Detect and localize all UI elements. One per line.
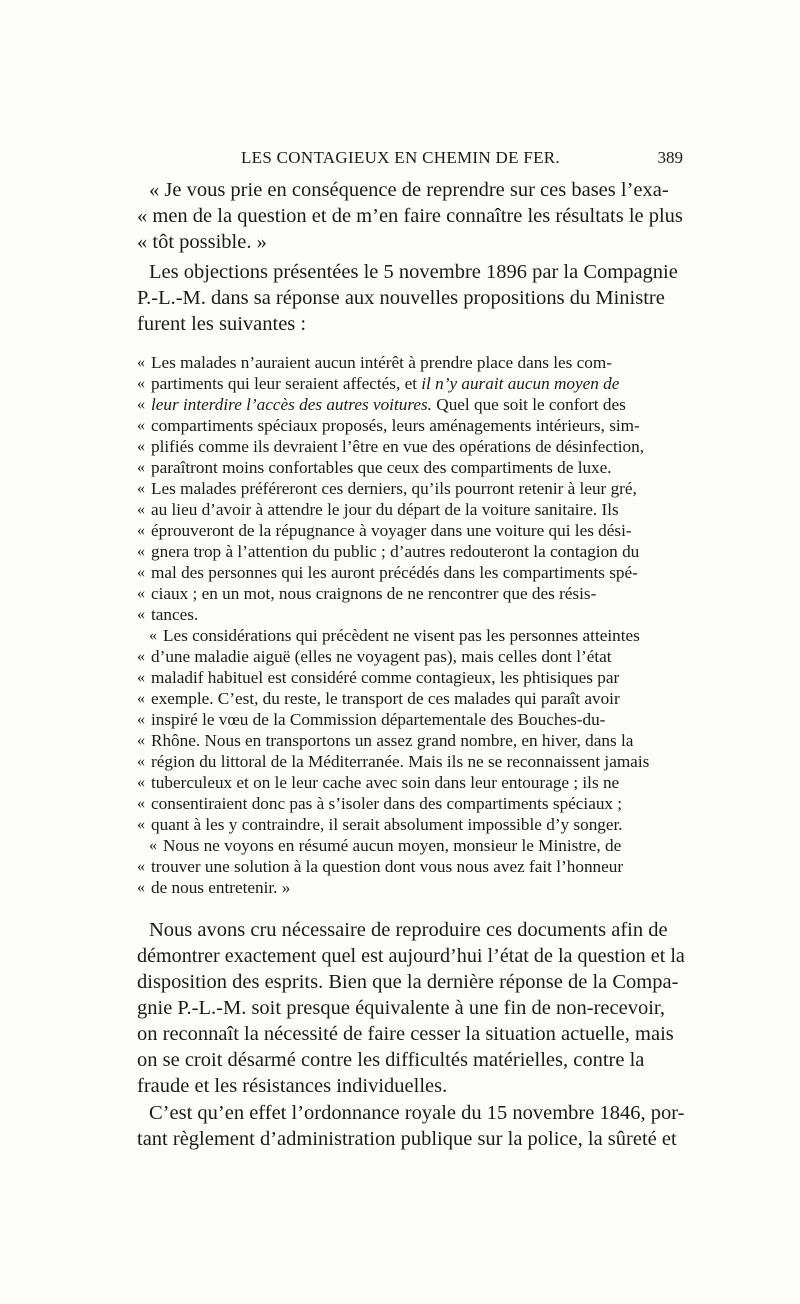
quote-line: maladif habituel est considéré comme contagieux, les phtisiques par — [151, 668, 620, 687]
intro-line-2: P.-L.-M. dans sa réponse aux nouvelles propositions du Ministre — [137, 287, 665, 309]
quote-mark: « — [137, 858, 145, 875]
quote-italic-text: leur interdire l’accès des autres voitures. — [151, 395, 432, 414]
opening-line-1: « Je vous prie en conséquence de reprendre sur ces bases l’exa- — [149, 179, 669, 201]
quote-text: Quel que soit le confort des — [431, 395, 626, 414]
quote-mark: « — [137, 564, 145, 581]
quote-mark: « — [149, 837, 157, 854]
closing-line-1: Nous avons cru nécessaire de reproduire ces documents afin de — [149, 919, 668, 941]
quote-mark: « — [137, 606, 145, 623]
quote-line: au lieu d’avoir à attendre le jour du départ de la voiture sanitaire. Ils — [151, 500, 619, 519]
quote-mark: « — [137, 585, 145, 602]
quote-line: Nous ne voyons en résumé aucun moyen, monsieur le Ministre, de — [163, 836, 622, 855]
quote-line: Les considérations qui précèdent ne visent pas les personnes atteintes — [163, 626, 640, 645]
quote-mark: « — [137, 501, 145, 518]
quote-mark: « — [137, 522, 145, 539]
quote-mark: « — [137, 690, 145, 707]
quote-line: plifiés comme ils devraient l’être en vue des opérations de désinfection, — [151, 437, 645, 456]
quote-mark: « — [137, 396, 145, 413]
running-title: LES CONTAGIEUX EN CHEMIN DE FER. — [241, 148, 560, 167]
quote-line: région du littoral de la Méditerranée. Mais ils ne se reconnaissent jamais — [151, 752, 650, 771]
quote-mark: « — [137, 753, 145, 770]
intro-line-1: Les objections présentées le 5 novembre 1896 par la Compagnie — [149, 261, 678, 283]
quote-line: ciaux ; en un mot, nous craignons de ne rencontrer que des résis- — [151, 584, 597, 603]
quote-mark: « — [137, 459, 145, 476]
quote-italic-text: il n’y aurait aucun moyen de — [421, 374, 620, 393]
running-head — [137, 146, 685, 172]
quote-line: paraîtront moins confortables que ceux des compartiments de luxe. — [151, 458, 612, 477]
quote-line: de nous entretenir. » — [151, 878, 291, 897]
quote-line: éprouveront de la répugnance à voyager dans une voiture qui les dési- — [151, 521, 632, 540]
quote-mark: « — [137, 354, 145, 371]
closing-line-4: gnie P.-L.-M. soit presque équivalente à une fin de non-recevoir, — [137, 997, 666, 1019]
quote-line — [151, 373, 619, 394]
quote-line: mal des personnes qui les auront précédés dans les compartiments spé- — [151, 563, 638, 582]
quote-mark: « — [137, 438, 145, 455]
quote-mark: « — [137, 543, 145, 560]
quote-text: partiments qui leur seraient affectés, et — [151, 374, 422, 393]
quote-mark: « — [137, 669, 145, 686]
quote-mark: « — [137, 648, 145, 665]
quote-mark: « — [149, 627, 157, 644]
quote-line: tances. — [151, 605, 199, 624]
closing-line-5: on reconnaît la nécessité de faire cesser la situation actuelle, mais — [137, 1023, 674, 1045]
quote-line: gnera trop à l’attention du public ; d’autres redouteront la contagion du — [151, 542, 640, 561]
quote-line: quant à les y contraindre, il serait absolument impossible d’y songer. — [151, 815, 623, 834]
closing-line-2: démontrer exactement quel est aujourd’hui l’état de la question et la — [137, 945, 685, 967]
closing-line-7: fraude et les résistances individuelles. — [137, 1075, 448, 1097]
quote-mark: « — [137, 375, 145, 392]
page-number: 389 — [657, 148, 683, 167]
opening-line-3: « tôt possible. » — [137, 231, 267, 253]
quote-mark: « — [137, 816, 145, 833]
quote-mark: « — [137, 795, 145, 812]
quote-mark: « — [137, 879, 145, 896]
closing-line-3: disposition des esprits. Bien que la dernière réponse de la Compa- — [137, 971, 679, 993]
final-line-2: tant règlement d’administration publique sur la police, la sûreté et — [137, 1128, 677, 1150]
quote-line: d’une maladie aiguë (elles ne voyagent pas), mais celles dont l’état — [151, 647, 612, 666]
final-line-1: C’est qu’en effet l’ordonnance royale du 15 novembre 1846, por- — [149, 1102, 685, 1124]
quote-line: exemple. C’est, du reste, le transport de ces malades qui paraît avoir — [151, 689, 620, 708]
quote-line: Rhône. Nous en transportons un assez grand nombre, en hiver, dans la — [151, 731, 634, 750]
quote-line: compartiments spéciaux proposés, leurs aménagements intérieurs, sim- — [151, 416, 640, 435]
quote-line: trouver une solution à la question dont vous nous avez fait l’honneur — [151, 857, 624, 876]
quote-line: consentiraient donc pas à s’isoler dans des compartiments spéciaux ; — [151, 794, 623, 813]
quote-line — [151, 394, 626, 415]
closing-line-6: on se croit désarmé contre les difficultés matérielles, contre la — [137, 1049, 645, 1071]
quote-line: Les malades n’auraient aucun intérêt à prendre place dans les com- — [151, 353, 612, 372]
opening-line-2: « men de la question et de m’en faire connaître les résultats le plus — [137, 205, 683, 227]
quote-line: Les malades préféreront ces derniers, qu’ils pourront retenir à leur gré, — [151, 479, 637, 498]
quote-mark: « — [137, 711, 145, 728]
quote-mark: « — [137, 417, 145, 434]
quote-line: inspiré le vœu de la Commission départementale des Bouches-du- — [151, 710, 606, 729]
quote-mark: « — [137, 732, 145, 749]
quote-line: tuberculeux et on le leur cache avec soin dans leur entourage ; ils ne — [151, 773, 620, 792]
quote-mark: « — [137, 480, 145, 497]
intro-line-3: furent les suivantes : — [137, 313, 307, 335]
quote-mark: « — [137, 774, 145, 791]
